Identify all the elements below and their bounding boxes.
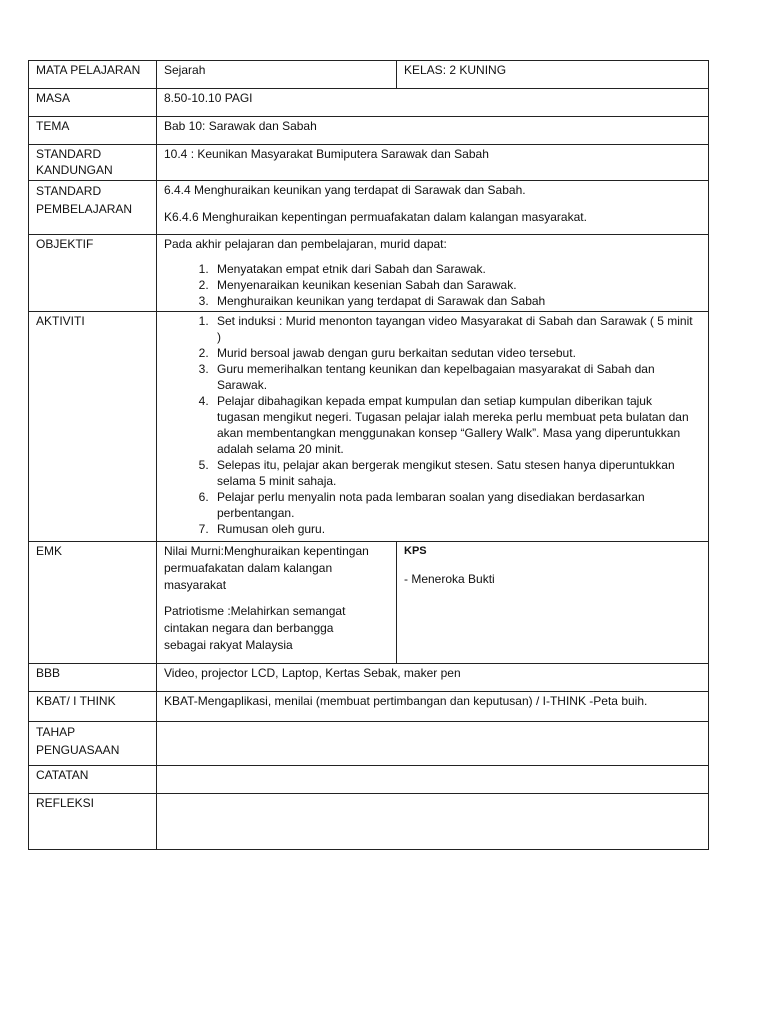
label-subject: MATA PELAJARAN — [29, 61, 157, 89]
row-theme — [29, 117, 709, 145]
row-notes — [29, 766, 709, 794]
learning-standard-line-2: K6.4.6 Menghuraikan kepentingan permuafakatan dalam kalangan masyarakat. — [164, 210, 587, 224]
label-notes: CATATAN — [29, 766, 157, 794]
activity-item: 6. Pelajar perlu menyalin nota pada lembaran soalan yang disediakan berdasarkan perbentangan. — [212, 489, 696, 521]
activity-item: 1. Set induksi : Murid menonton tayangan video Masyarakat di Sabah dan Sarawak ( 5 minit ) — [212, 313, 696, 345]
row-activity — [29, 312, 709, 542]
value-activity — [157, 312, 709, 542]
value-content-standard: 10.4 : Keunikan Masyarakat Bumiputera Sarawak dan Sabah — [157, 145, 709, 181]
label-emk: EMK — [29, 542, 157, 664]
emk-nilai-murni: Nilai Murni:Menghuraikan kepentingan permuafakatan dalam kalangan masyarakat — [164, 544, 369, 592]
label-learning-standard — [29, 181, 157, 235]
objective-item: 3. Menghuraikan keunikan yang terdapat di Sarawak dan Sabah — [212, 293, 702, 309]
activity-item: 3. Guru memerihalkan tentang keunikan dan kepelbagaian masyarakat di Sabah dan Sarawak. — [212, 361, 696, 393]
kps-value: - Meneroka Bukti — [404, 572, 495, 586]
label-activity: AKTIVITI — [29, 312, 157, 542]
spacer — [164, 198, 702, 209]
value-notes — [157, 766, 709, 794]
row-emk — [29, 542, 709, 664]
label-learning-standard-text: STANDARD PEMBELAJARAN — [36, 184, 133, 216]
learning-standard-line-1: 6.4.4 Menghuraikan keunikan yang terdapat di Sarawak dan Sabah. — [164, 183, 526, 197]
value-emk — [157, 542, 397, 664]
label-objective: OBJEKTIF — [29, 235, 157, 312]
activity-item: 2. Murid bersoal jawab dengan guru berkaitan sedutan video tersebut. — [212, 345, 696, 361]
label-mastery-text: TAHAP PENGUASAAN — [36, 725, 120, 757]
label-content-standard — [29, 145, 157, 181]
objective-item: 2. Menyenaraikan keunikan kesenian Sabah dan Sarawak. — [212, 277, 702, 293]
row-kbat — [29, 692, 709, 722]
label-content-standard-text: STANDARD KANDUNGAN — [36, 147, 113, 177]
label-mastery — [29, 722, 157, 766]
objective-item: 1. Menyatakan empat etnik dari Sabah dan Sarawak. — [212, 261, 702, 277]
value-kbat: KBAT-Mengaplikasi, menilai (membuat pertimbangan dan keputusan) / I-THINK -Peta buih. — [157, 692, 709, 722]
activity-item: 7. Rumusan oleh guru. — [212, 521, 696, 537]
row-bbb — [29, 664, 709, 692]
kps-title: KPS — [404, 545, 427, 557]
value-subject: Sejarah — [157, 61, 397, 89]
value-reflection — [157, 794, 709, 850]
label-reflection: REFLEKSI — [29, 794, 157, 850]
value-objective — [157, 235, 709, 312]
label-bbb: BBB — [29, 664, 157, 692]
row-reflection — [29, 794, 709, 850]
label-kbat: KBAT/ I THINK — [29, 692, 157, 722]
objective-list — [164, 261, 702, 309]
spacer — [164, 594, 390, 603]
row-subject — [29, 61, 709, 89]
row-mastery — [29, 722, 709, 766]
value-time: 8.50-10.10 PAGI — [157, 89, 709, 117]
value-learning-standard — [157, 181, 709, 235]
label-theme: TEMA — [29, 117, 157, 145]
label-time: MASA — [29, 89, 157, 117]
emk-patriotisme: Patriotisme :Melahirkan semangat cintakan negara dan berbangga sebagai rakyat Malaysia — [164, 604, 346, 652]
value-bbb: Video, projector LCD, Laptop, Kertas Sebak, maker pen — [157, 664, 709, 692]
value-mastery — [157, 722, 709, 766]
activity-list — [164, 313, 702, 537]
objective-intro: Pada akhir pelajaran dan pembelajaran, murid dapat: — [164, 237, 447, 251]
row-learning-standard — [29, 181, 709, 235]
value-kps — [397, 542, 709, 664]
activity-item: 4. Pelajar dibahagikan kepada empat kumpulan dan setiap kumpulan diberikan tajuk tugasan mengikut negeri. Tugasan pelajar ialah mereka perlu membuat peta bulatan dan akan membentangkan menggunakan konsep “Gallery Walk”. Masa yang diperuntukkan adalah selama 20 minit. — [212, 393, 696, 457]
row-content-standard — [29, 145, 709, 181]
activity-item: 5. Selepas itu, pelajar akan bergerak mengikut stesen. Satu stesen hanya diperuntukkan selama 5 minit sahaja. — [212, 457, 696, 489]
row-time — [29, 89, 709, 117]
value-theme: Bab 10: Sarawak dan Sabah — [157, 117, 709, 145]
value-class: KELAS: 2 KUNING — [397, 61, 709, 89]
row-objective — [29, 235, 709, 312]
lesson-plan-table — [28, 60, 709, 850]
spacer — [404, 559, 702, 571]
